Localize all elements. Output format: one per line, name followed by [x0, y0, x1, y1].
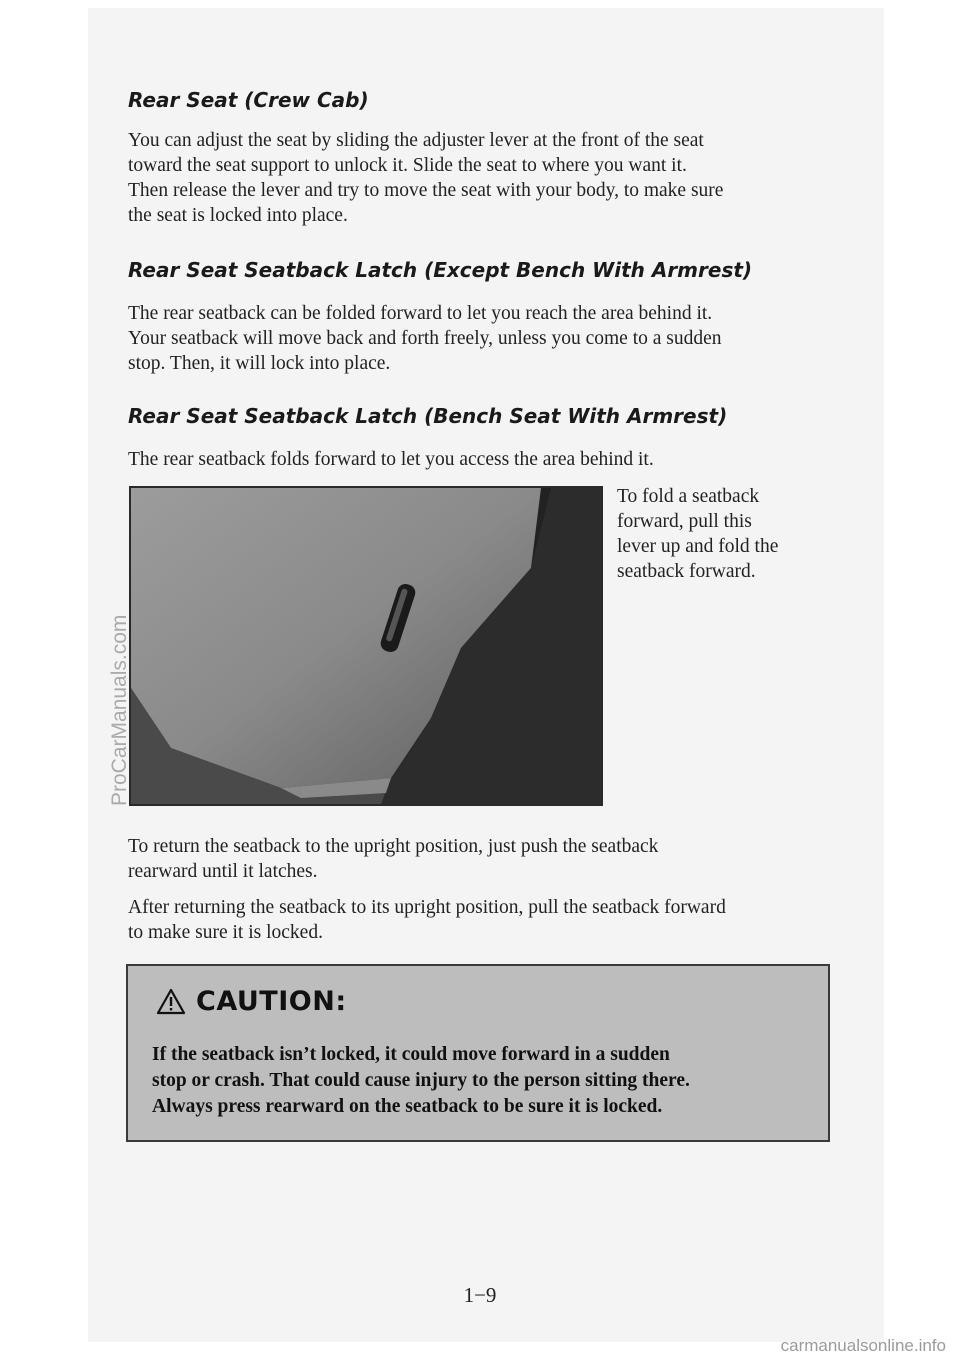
section-heading-except-bench: Rear Seat Seatback Latch (Except Bench With Armrest) — [128, 258, 753, 282]
caution-title: CAUTION: — [196, 986, 347, 1017]
figure-caption — [617, 484, 778, 584]
caption-line: To fold a seatback — [617, 486, 760, 507]
text-line: You can adjust the seat by sliding the adjuster lever at the front of the seat — [128, 130, 704, 151]
text-line: rearward until it latches. — [128, 861, 318, 882]
text-line: stop. Then, it will lock into place. — [128, 353, 391, 374]
caption-line: seatback forward. — [617, 561, 756, 582]
paragraph-except-bench — [128, 301, 722, 376]
text-line: toward the seat support to unlock it. Slide the seat to where you want it. — [128, 155, 687, 176]
caution-text — [152, 1042, 690, 1120]
seatback-lever-photo — [129, 486, 603, 806]
paragraph-check-locked — [128, 895, 726, 945]
footer-watermark: carmanualsonline.info — [780, 1336, 946, 1355]
caution-line: Always press rearward on the seatback to be sure it is locked. — [152, 1096, 663, 1117]
caution-line: stop or crash. That could cause injury to the person sitting there. — [152, 1070, 690, 1091]
caption-line: forward, pull this — [617, 511, 752, 532]
section-heading-bench-with-armrest: Rear Seat Seatback Latch (Bench Seat With Armrest) — [128, 404, 728, 428]
text-line: The rear seatback folds forward to let you access the area behind it. — [128, 449, 654, 470]
section-heading-crew-cab: Rear Seat (Crew Cab) — [128, 88, 369, 112]
paragraph-bench-with-armrest — [128, 447, 654, 472]
text-line: The rear seatback can be folded forward to let you reach the area behind it. — [128, 303, 713, 324]
text-line: After returning the seatback to its upright position, pull the seatback forward — [128, 897, 726, 918]
text-line: Your seatback will move back and forth freely, unless you come to a sudden — [128, 328, 722, 349]
text-line: the seat is locked into place. — [128, 205, 348, 226]
caption-line: lever up and fold the — [617, 536, 779, 557]
caution-box — [126, 964, 830, 1142]
warning-triangle-icon — [156, 988, 186, 1015]
seatback-lever-image — [131, 488, 601, 804]
side-watermark: ProCarManuals.com — [108, 614, 131, 806]
text-line: to make sure it is locked. — [128, 922, 323, 943]
page-number: 1−9 — [463, 1283, 497, 1307]
text-line: To return the seatback to the upright position, just push the seatback — [128, 836, 659, 857]
paragraph-return-upright — [128, 834, 658, 884]
paragraph-crew-cab — [128, 128, 723, 228]
caution-header — [156, 986, 347, 1017]
text-line: Then release the lever and try to move the seat with your body, to make sure — [128, 180, 724, 201]
caution-line: If the seatback isn’t locked, it could move forward in a sudden — [152, 1044, 670, 1065]
